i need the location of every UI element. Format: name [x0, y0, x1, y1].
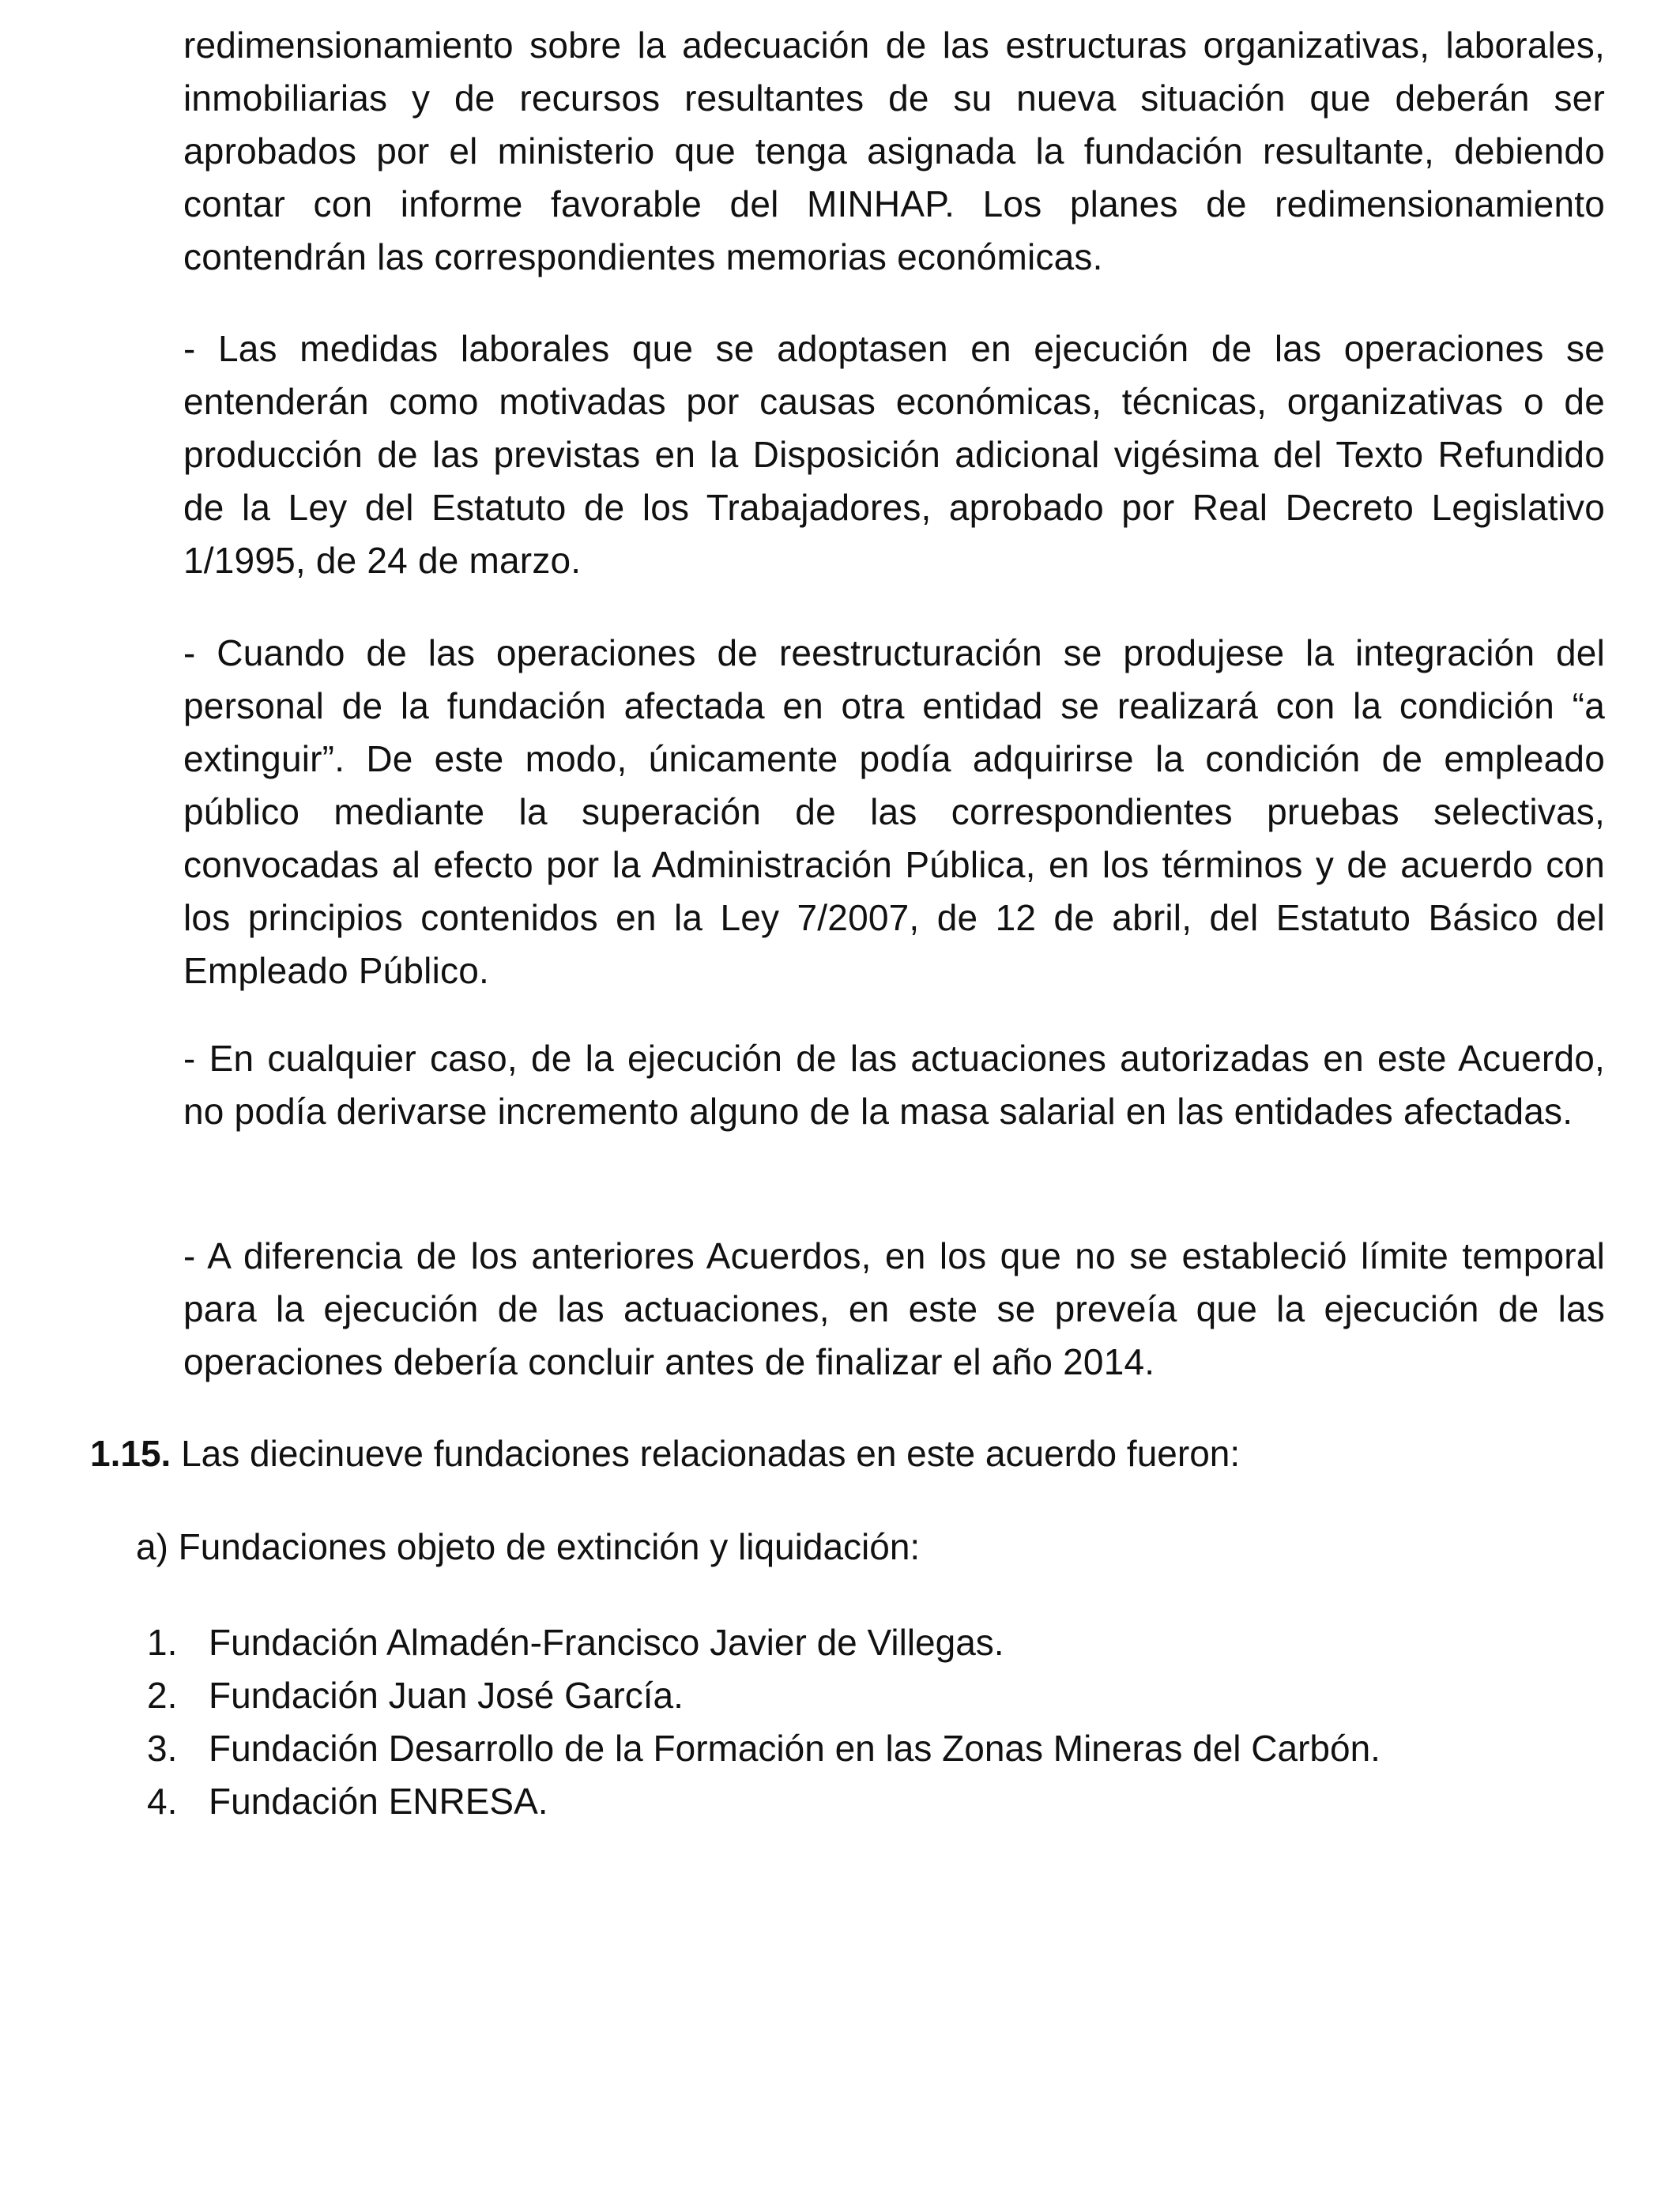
list-number: 2.	[147, 1675, 178, 1716]
list-number: 1.	[147, 1622, 178, 1663]
section-number: 1.15.	[90, 1433, 171, 1474]
list-item	[0, 1775, 1680, 1828]
list-item	[0, 1722, 1680, 1775]
paragraph-integracion-personal: - Cuando de las operaciones de reestructuración se produjese la integración del personal de la fundación afectada en otra entidad se realizará con la condición “a extinguir”. De este modo, únicamente podía adquirirse la condición de empleado público mediante la superación de las correspondientes pruebas selectivas, convocadas al efecto por la Administración Pública, en los términos y de acuerdo con los principios contenidos en la Ley 7/2007, de 12 de abril, del Estatuto Básico del Empleado Público.	[183, 632, 1605, 991]
list-item	[0, 1616, 1680, 1669]
list-number: 4.	[147, 1781, 178, 1822]
list-text: Fundación Desarrollo de la Formación en las Zonas Mineras del Carbón.	[209, 1728, 1381, 1769]
list-text: Fundación ENRESA.	[209, 1781, 548, 1822]
paragraph-redimensionamiento: redimensionamiento sobre la adecuación de las estructuras organizativas, laborales, inmobiliarias y de recursos resultantes de su nueva situación que deberán ser aprobados por el ministerio que tenga asignada la fundación resultante, debiendo contar con informe favorable del MINHAP. Los planes de redimensionamiento contendrán las correspondientes memorias económicas.	[183, 25, 1605, 277]
list-text: Fundación Juan José García.	[209, 1675, 684, 1716]
section-text: Las diecinueve fundaciones relacionadas en este acuerdo fueron:	[171, 1433, 1241, 1474]
list-text: Fundación Almadén-Francisco Javier de Villegas.	[209, 1622, 1004, 1663]
foundations-list	[0, 1616, 1680, 1828]
subheading-extincion: a) Fundaciones objeto de extinción y liquidación:	[136, 1526, 921, 1567]
list-number: 3.	[147, 1728, 178, 1769]
list-item	[0, 1669, 1680, 1722]
paragraph-medidas-laborales: - Las medidas laborales que se adoptasen en ejecución de las operaciones se entenderán como motivadas por causas económicas, técnicas, organizativas o de producción de las previstas en la Disposición adicional vigésima del Texto Refundido de la Ley del Estatuto de los Trabajadores, aprobado por Real Decreto Legislativo 1/1995, de 24 de marzo.	[183, 328, 1605, 581]
paragraph-limite-temporal: - A diferencia de los anteriores Acuerdos, en los que no se estableció límite temporal para la ejecución de las actuaciones, en este se preveía que la ejecución de las operaciones debería concluir antes de finalizar el año 2014.	[183, 1235, 1605, 1382]
section-1-15	[90, 1427, 1591, 1480]
paragraph-masa-salarial: - En cualquier caso, de la ejecución de las actuaciones autorizadas en este Acuerdo, no podía derivarse incremento alguno de la masa salarial en las entidades afectadas.	[183, 1038, 1605, 1132]
